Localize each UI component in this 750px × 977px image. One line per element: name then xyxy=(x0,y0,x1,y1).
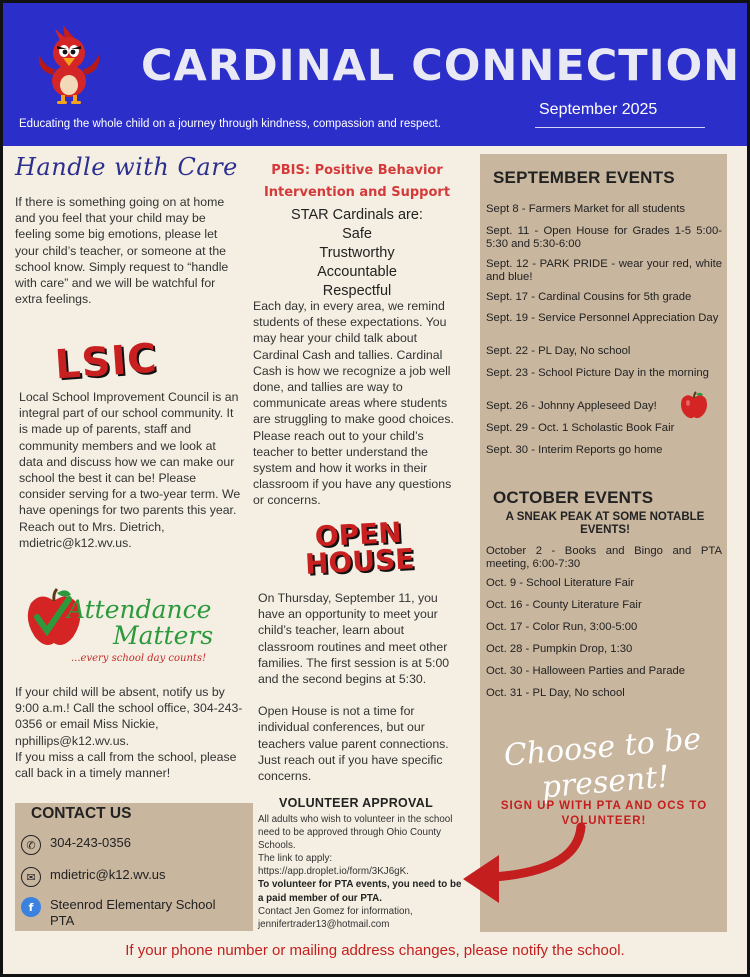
volunteer-link-label: The link to apply: xyxy=(258,853,333,865)
pbis-heading-line2: Intervention and Support xyxy=(263,185,451,200)
open-house-heading-line1: OPEN xyxy=(314,515,403,554)
open-house-heading-line2: HOUSE xyxy=(304,542,416,581)
contact-phone-row[interactable] xyxy=(21,835,131,855)
newsletter-title: CARDINAL CONNECTION xyxy=(141,41,741,91)
volunteer-pta-note-bold: To volunteer for PTA events, you need to be a paid member of our PTA. xyxy=(258,879,462,904)
issue-date: September 2025 xyxy=(539,101,658,118)
star-value: Accountable xyxy=(317,264,397,280)
event-item: Oct. 17 - Color Run, 3:00-5:00 xyxy=(486,621,638,633)
volunteer-heading: VOLUNTEER APPROVAL xyxy=(279,796,434,810)
attendance-text xyxy=(15,684,245,781)
facebook-icon: f xyxy=(21,897,41,917)
contact-phone: 304-243-0356 xyxy=(50,835,131,850)
star-cardinals-list xyxy=(253,206,461,301)
school-tagline: Educating the whole child on a journey through kindness, compassion and respect. xyxy=(19,118,441,130)
star-value: Safe xyxy=(342,226,372,242)
event-item: Sept 8 - Farmers Market for all students xyxy=(486,203,686,215)
email-icon: ✉ xyxy=(21,867,41,887)
event-item: Oct. 31 - PL Day, No school xyxy=(486,687,625,699)
pbis-heading xyxy=(251,160,463,204)
cardinal-mascot-icon xyxy=(33,25,105,105)
apple-icon xyxy=(679,390,709,420)
volunteer-text xyxy=(258,813,463,931)
pbis-text: Each day, in every area, we remind students of these expectations. You may hear your child talk about Cardinal Cash and tallies. Cardinal Cash is how we recognize a job well done, and tallies are way to communicate areas where students are struggling to make good choices. Please reach out to your child’s teacher to better understand the system and how it works in their classroom if you have any questions or concerns. xyxy=(253,299,454,508)
contact-email-row[interactable] xyxy=(21,867,166,887)
volunteer-pta-note xyxy=(258,878,463,904)
pbis-heading-line1: PBIS: Positive Behavior xyxy=(271,163,443,178)
event-item: Oct. 30 - Halloween Parties and Parade xyxy=(486,665,686,677)
volunteer-contact: Contact Jen Gomez for information, jennifertrader13@hotmail.com xyxy=(258,905,413,930)
contact-heading: CONTACT US xyxy=(31,805,132,822)
open-house-text xyxy=(258,590,463,784)
september-events-heading: SEPTEMBER EVENTS xyxy=(493,168,675,187)
lsic-text: Local School Improvement Council is an integral part of our school community. It is made up of parents, staff and community members and we look at data and discuss how we can make our school the best it can be! Please consider serving for a two-year term. We have openings for two parents this year. Reach out to Mrs. Dietrich, mdietric@k12.wv.us. xyxy=(19,390,241,550)
event-item: Sept. 26 - Johnny Appleseed Day! xyxy=(486,400,657,412)
phone-icon: ✆ xyxy=(21,835,41,855)
header-banner xyxy=(3,3,747,146)
volunteer-link[interactable]: https://app.droplet.io/form/3KJ6gK. xyxy=(258,866,409,878)
handle-with-care-text: If there is something going on at home and you feel that your child may be feeling some big emotions, please let your child’s teacher, or someone at the school know. Simply request to “handle with care” and we will be watchful for extra feelings. xyxy=(15,195,229,307)
event-item: Sept. 12 - PARK PRIDE - wear your red, white and blue! xyxy=(486,258,722,283)
october-events-heading: OCTOBER EVENTS xyxy=(493,488,654,507)
open-house-paragraph: On Thursday, September 11, you have an opportunity to meet your child’s teacher, learn about classroom routines and meet other families. The first session is at 5:00 and the second begins at 5:30. xyxy=(258,591,450,687)
contact-box xyxy=(15,803,253,931)
attendance-matters-logo xyxy=(23,583,238,673)
star-intro: STAR Cardinals are: xyxy=(291,207,423,223)
contact-facebook-row[interactable] xyxy=(21,897,240,929)
event-item: Sept. 29 - Oct. 1 Scholastic Book Fair xyxy=(486,422,675,434)
handle-with-care-heading: Handle with Care xyxy=(15,153,238,181)
event-item: Sept. 30 - Interim Reports go home xyxy=(486,444,663,456)
red-arrow-icon xyxy=(459,821,589,911)
event-item: Sept. 22 - PL Day, No school xyxy=(486,345,631,357)
date-underline xyxy=(535,127,705,128)
event-item: Oct. 28 - Pumpkin Drop, 1:30 xyxy=(486,643,633,655)
event-item: Sept. 17 - Cardinal Cousins for 5th grade xyxy=(486,291,692,303)
event-item: Sept. 19 - Service Personnel Appreciation Day xyxy=(486,312,719,324)
events-panel xyxy=(480,154,727,932)
event-item: Sept. 23 - School Picture Day in the morning xyxy=(486,367,709,379)
attendance-notify-text: If your child will be absent, notify us by 9:00 a.m.! Call the school office, 304-243-0356 or email Miss Nickie, nphillips@k12.wv.us. xyxy=(15,685,243,748)
attendance-subtitle: ...every school day counts! xyxy=(71,653,207,664)
star-value: Respectful xyxy=(322,283,392,299)
contact-facebook: Steenrod Elementary School PTA xyxy=(50,897,216,928)
contact-email: mdietric@k12.wv.us xyxy=(50,867,166,882)
star-value: Trustworthy xyxy=(319,245,395,261)
lsic-heading: LSIC xyxy=(53,335,160,389)
open-house-heading xyxy=(298,515,421,581)
matters-word: Matters xyxy=(113,621,214,650)
event-item: Sept. 11 - Open House for Grades 1-5 5:00-5:30 and 5:30-6:00 xyxy=(486,225,722,250)
volunteer-approval-text: All adults who wish to volunteer in the school need to be approved through Ohio County Schools. xyxy=(258,814,453,852)
attendance-callback-text: If you miss a call from the school, please call back in a timely manner! xyxy=(15,749,237,781)
event-item: October 2 - Books and Bingo and PTA meeting, 6:00-7:30 xyxy=(486,545,722,570)
signup-volunteer-callout: SIGN UP WITH PTA AND OCS TO VOLUNTEER! xyxy=(500,800,708,827)
event-item: Oct. 16 - County Literature Fair xyxy=(486,599,642,611)
october-subtitle: A SNEAK PEAK AT SOME NOTABLE EVENTS! xyxy=(505,511,705,536)
choose-to-be-present-script: Choose to be present! xyxy=(502,721,703,806)
footer-notice: If your phone number or mailing address changes, please notify the school. xyxy=(125,942,625,959)
event-item: Oct. 9 - School Literature Fair xyxy=(486,577,635,589)
open-house-paragraph: Open House is not a time for individual conferences, but our teachers value parent connections. Just reach out if you have specific concerns. xyxy=(258,704,449,784)
attendance-word: Attendance xyxy=(67,595,212,624)
